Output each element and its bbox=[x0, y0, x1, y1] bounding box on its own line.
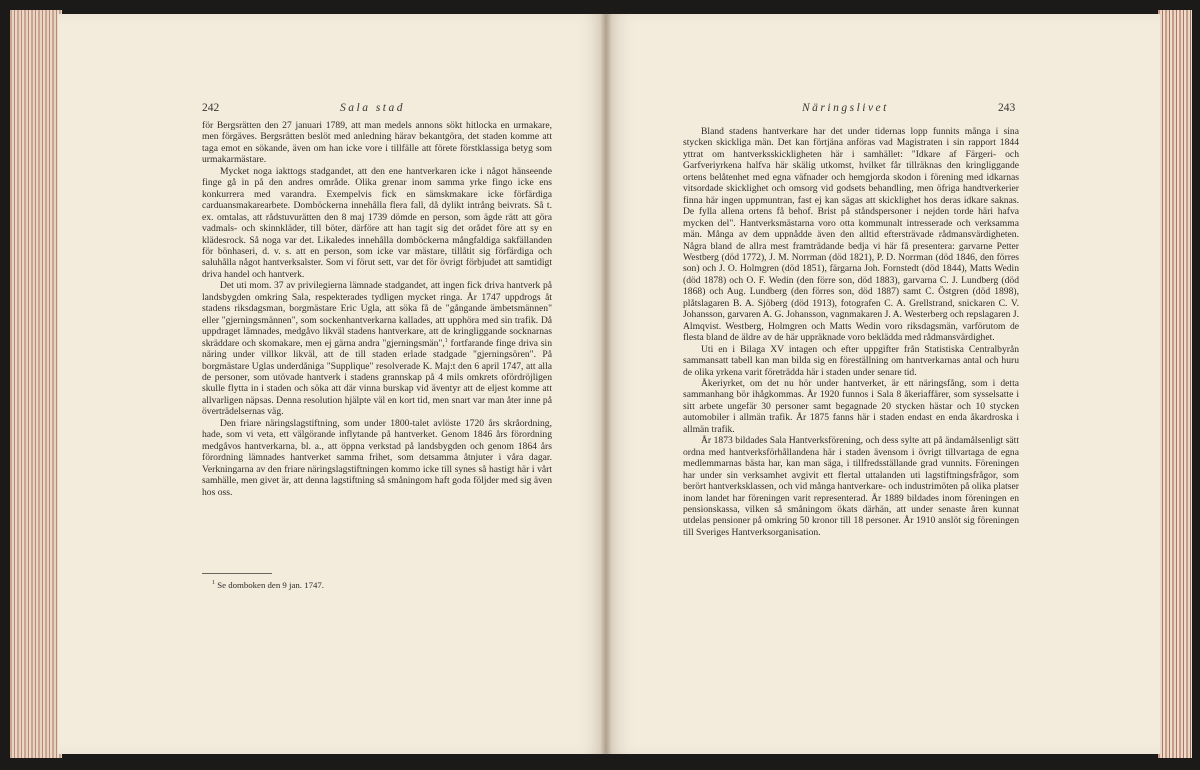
footnote bbox=[212, 580, 324, 591]
footnote-marker: 1 bbox=[444, 337, 448, 344]
right-page-number: 243 bbox=[998, 102, 1016, 114]
paragraph-continuation: fortfarande finge driva sin näring under villkor likväl, att de till staden erlade stadgade "gjerningsören". På borgmästare Uglas underdåniga "Supplique" resolverade K. Maj:t den 6 april 1747, att alla de personer, som utövade hantverk i stadens grannskap på 4 mils omkrets ofördröjligen skulle flytta in i staden och söka att där vinna burskap vid äventyr att de eljest komme att allvarligen näpsas. Denna resolution hjälpte väl en kort tid, men snart var man åter inne på överträdelsernas väg. bbox=[202, 337, 552, 418]
paragraph: Den friare näringslagstiftning, som under 1800-talet avlöste 1720 års skråordning, hade, som vi veta, ett välgörande inflytande på hantverket. Genom 1846 års förordning medgåvos hantverkarna, bl. a., att öppna verkstad på landsbygden och genom 1864 års förordning lämnades hantverket samma frihet, som detsamma åtnjuter i våra dagar. Verkningarna av den friare näringslagstiftningen kommo icke till synes så hastigt här i vårt samhälle, men givet är, att denna lagstiftning så småningom haft goda följder med sig även hos oss. bbox=[202, 417, 552, 498]
footnote-rule bbox=[202, 573, 272, 574]
paragraph: År 1873 bildades Sala Hantverksförening, och dess sylte att på ändamålsenligt sätt ordna med hantverksförhållandena här i staden ävensom i övrigt tillvartaga de egna medlemmarnas bästa har, kan man säga, i tillfredsställande grad vunnits. Föreningen har under sin verksamhet avgivit ett flertal uttalanden uti lagstiftningsfrågor, som berört hantverksklassen, och vid många hantverkare- och industrimöten på olika platser inom landet har föreningen varit representerad. År 1889 bildades inom föreningen en pensionskassa, vilken så småningom ökats därhän, att under senaste åren kunnat utdelas pensioner på omkring 50 kronor till 18 personer. År 1910 anslöt sig föreningen till Sveriges Hantverksorganisation. bbox=[683, 435, 1019, 538]
right-running-title-text: Näringslivet bbox=[802, 102, 889, 114]
right-running-title bbox=[802, 100, 889, 116]
paragraph: Åkeriyrket, om det nu hör under hantverket, är ett näringsfång, som i detta sammanhang bör ihågkommas. År 1920 funnos i Sala 8 åkeriaffärer, som sysselsatte i sitt arbete ungefär 30 personer samt begagnade 20 stycken hästar och 10 stycken automobiler i allmän trafik. År 1875 fanns här i staden endast en enda åkardroska i allmän trafik. bbox=[683, 377, 1019, 435]
book-page-edges-right bbox=[1158, 10, 1192, 758]
footnote-text: Se domboken den 9 jan. 1747. bbox=[217, 580, 324, 590]
book-gutter bbox=[600, 14, 612, 754]
left-running-title-text: Sala stad bbox=[340, 102, 405, 114]
left-page-number: 242 bbox=[202, 102, 220, 114]
left-page-body bbox=[202, 120, 552, 498]
footnote-number: 1 bbox=[212, 580, 215, 587]
paragraph-text: Det uti mom. 37 av privilegierna lämnade stadgandet, att ingen fick driva hantverk på landsbygden omkring Sala, respekterades tydligen mycket ringa. År 1747 uppdrogs åt stadens riksdagsman, borgmästare Eric Ugla, att söka få de "gångande ämbetsmännen" eller "gjerningsmännen", som sockenhantverkarna kallades, att upphöra med sin trafik. Då uppdraget lämnades, medgåvo likväl stadens hantverkare, att de kringliggande socknarnas skräddare och skomakare, men ej gärna andra "gjerningsmän", bbox=[202, 280, 552, 349]
right-page-body bbox=[683, 126, 1019, 538]
book-page-edges-left bbox=[10, 10, 62, 758]
paragraph: Bland stadens hantverkare har det under tidernas lopp funnits många i sina stycken skickliga män. Det kan förtjäna anföras vad Magistraten i sin rapport 1844 yttrat om hantverksskickligheten här i samhället: "Idkare af Färgeri- och Garfveriyrkena halfva här skälig utkomst, hvilket får tillräknas den kringliggande ortens belåtenhet med egna väfnader och hemgjorda skodon i förening med idkarnas vitsordade skicklighet och omsorg vid godsets behandling, men öfriga handtverkerier finna här ingen uppmuntran, fast ej kan sägas att skicklighet hos deras idkare saknas. De fylla allena ortens få behof. Brist på ståndspersoner i nejden torde häri hafva mycken del". Hantverksmästarna voro otta kommunalt intresserade och verksamma män. Många av dem uppnådde även den alltid eftersträvade rådmansvärdigheten. Några bland de allra mest framträdande bedja vi här få presentera: garvarne Petter Westberg (död 1772), J. M. Norrman (död 1821), P. D. Norrman (död 1846, den förres son) och J. O. Holmgren (död 1851), färgarna Joh. Fornstedt (död 1844), Matts Wedin (död 1878) och O. F. Wedin (den förre son, död 1883), garvarna C. J. Lundberg (död 1868) och Aug. Lundberg (den förres son, död 1887) samt C. Östgren (död 1898), plåtslagaren B. A. Sjöberg (död 1913), fotografen C. A. Grellstrand, snickaren C. V. Johansson, garvaren A. G. Johansson, vagnmakaren J. A. Westerberg och repslagaren J. Almqvist. Westberg, Holmgren och Matts Wedin voro riksdagsmän, varförutom de flesta bland de äldre av de här uppräknade voro beklädda med rådmansvärdighet. bbox=[683, 126, 1019, 344]
left-running-title bbox=[340, 100, 405, 116]
paragraph: Uti en i Bilaga XV intagen och efter uppgifter från Statistiska Centralbyrån sammansatt tabell kan man bilda sig en föreställning om hantverkarnas antal och huru de olika yrkena varit företrädda här i staden under senare tid. bbox=[683, 343, 1019, 378]
paragraph: Mycket noga iakttogs stadgandet, att den ene hantverkaren icke i något hänseende finge gå in på den andres område. Olika grenar inom samma yrke fingo icke ens konkurrera med varandra. Exempelvis fick en sämskmakare icke förfärdiga carduansmakarearbete. Domböckerna innehålla flera fall, då dylikt intrång beivrats. Så t. ex. omtalas, att rådstuvurätten den 8 maj 1739 dömde en person, som ägde rätt att göra vadmals- och skinnkläder, till böter, därföre att han tagit sig det orådet före att sy en klädesrock. Så noga var det. Likaledes innehålla domböckerna mångfaldiga sakfällanden för bönhaseri, d. v. s. att en person, som icke var mästare, tillåtit sig förfärdiga och saluhålla något hantverksalster. Som vi förut sett, var det för övrigt förbjudet att samtidigt driva handel och hantverk. bbox=[202, 165, 552, 280]
paragraph bbox=[202, 280, 552, 417]
paragraph: för Bergsrätten den 27 januari 1789, att man medels annons sökt hitlocka en urmakare, men förgäves. Bergsrätten beslöt med anledning härav bekantgöra, det staden komme att taga emot en sökande, även om han icke vore i tillfälle att förete förstklassiga betyg som urmakarmästare. bbox=[202, 120, 552, 166]
